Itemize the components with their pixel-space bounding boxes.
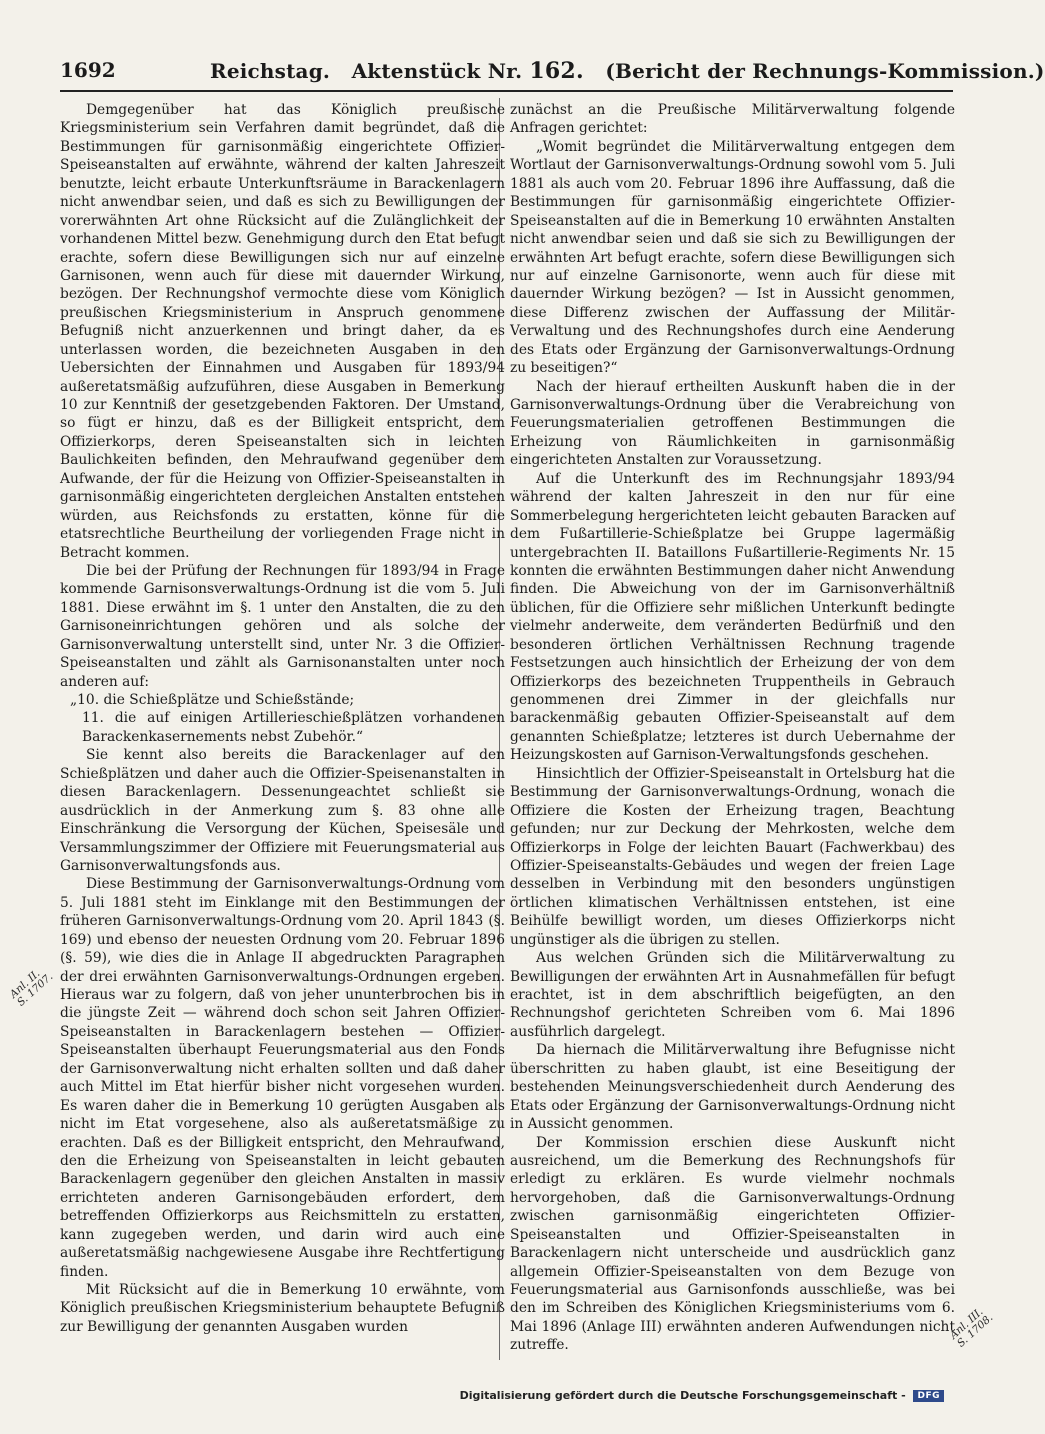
paragraph: Auf die Unterkunft des im Rechnungsjahr 1893/94 während der kalten Jahreszeit in den nur für eine Sommerbelegung hergerichteten leicht gebauten Baracken auf dem Fußartillerie-Schießplatze bei Gruppe lagermäßig untergebrachten II. Bataillons Fußartillerie-Regiments Nr. 15 konnten die erwähnten Bestimmungen daher nicht Anwendung finden. Die Abweichung von der im Garnisonverhältniß üblichen, für die Offiziere sehr mißlichen Unterkunft bedingte vielmehr anderweite, dem veränderten Bedürfniß und den besonderen örtlichen Verhältnissen Rechnung tragende Festsetzungen auch hinsichtlich der Erheizung der von dem Offizierkorps des bezeichneten Truppentheils in Gebrauch genommenen drei Zimmer in der gleichfalls nur barackenmäßig gebauten Offizier-Speiseanstalt auf dem genannten Schießplatze; letzteres ist durch Uebernahme der Heizungskosten auf Garnison-Verwaltungsfonds geschehen. (510, 470, 955, 764)
paragraph: Mit Rücksicht auf die in Bemerkung 10 erwähnte, vom Königlich preußischen Kriegsministerium behauptete Befugniß zur Bewilligung der genannten Ausgaben wurden (60, 1282, 505, 1335)
paragraph: Hinsichtlich der Offizier-Speiseanstalt in Ortelsburg hat die Bestimmung der Garnisonverwaltungs-Ordnung, wonach die Offiziere die Kosten der Erheizung tragen, Beachtung gefunden; nur zur Deckung der Mehrkosten, welche dem Offizierkorps in Folge der leichten Bauart (Fachwerkbau) des Offizier-Speiseanstalts-Gebäudes und wegen der freien Lage desselben in Verbindung mit den besonders ungünstigen örtlichen klimatischen Verhältnissen entstehen, ist eine Beihülfe bewilligt worden, um dieses Offizierkorps nicht ungünstiger als die übrigen zu stellen. (510, 765, 955, 948)
paragraph: Demgegenüber hat das Königlich preußische Kriegsministerium sein Verfahren damit begründet, daß die Bestimmungen für garnisonmäßig eingerichtete Offizier-Speiseanstalten auf erwähnte, während der kalten Jahreszeit benutzte, leicht erbaute Unterkunftsräume in Barackenlagern nicht anwendbar seien, und daß es sich zu Bewilligungen der vorerwähnten Art ohne Rücksicht auf die Zulänglichkeit der vorhandenen Mittel bezw. Genehmigung durch den Etat befugt erachte, sofern diese Bewilligungen sich nur auf einzelne Garnisonen, wenn auch für diese mit dauernder Wirkung, bezögen. Der Rechnungshof vermochte diese vom Königlich preußischen Kriegsministerium in Anspruch genommene Befugniß nicht anzuerkennen und bringt daher, da es unterlassen worden, die bezeichneten Ausgaben in den Uebersichten der Einnahmen und Ausgaben für 1893/94 außeretatsmäßig aufzuführen, diese Ausgaben in Bemerkung 10 zur Kenntniß der gesetzgebenden Faktoren. Der Umstand, so fügt er hinzu, daß es der Billigkeit entspricht, dem Offizierkorps, deren Speiseanstalten sich in leichten Baulichkeiten befinden, den Mehraufwand gegenüber dem Aufwande, der für die Heizung von Offizier-Speiseanstalten in garnisonmäßig eingerichteten dergleichen Anstalten entstehen würden, aus Reichsfonds zu erstatten, könne für die etatsrechtliche Beurtheilung der vorliegenden Frage nicht in Betracht kommen. (60, 102, 505, 561)
page-number: 1692 (60, 58, 116, 82)
paragraph: Die bei der Prüfung der Rechnungen für 1893/94 in Frage kommende Garnisonsverwaltungs-Ordnung ist die vom 5. Juli 1881. Diese erwähnt im §. 1 unter den Anstalten, die zu den Garnisoneinrichtungen gehören und als solche der Garnisonverwaltung unterstellt sind, unter Nr. 3 die Offizier-Speiseanstalten und zählt als Garnisonanstalten unter noch anderen auf: (60, 562, 505, 690)
paragraph: Der Kommission erschien diese Auskunft nicht ausreichend, um die Bemerkung des Rechnungshofs für erledigt zu erklären. Es wurde vielmehr nochmals hervorgehoben, daß die Garnisonverwaltungs-Ordnung zwischen garnisonmäßig eingerichteten Offizier-Speiseanstalten und Offizier-Speiseanstalten in Barackenlagern nicht unterscheide und ausdrücklich ganz allgemein Offizier-Speiseanstalten von dem Bezuge von Feuerungsmaterial aus Garnisonfonds ausschließe, was bei den im Schreiben des Königlichen Kriegsministeriums vom 6. Mai 1896 (Anlage III) erwähnten anderen Aufwendungen nicht zutreffe. (510, 1134, 955, 1354)
paragraph: Nach der hierauf ertheilten Auskunft haben die in der Garnisonverwaltungs-Ordnung über die Verabreichung von Feuerungsmaterialien getroffenen Bestimmungen die Erheizung von Räumlichkeiten in garnisonmäßig eingerichteten Anstalten zur Voraussetzung. (510, 378, 955, 469)
page-header (60, 54, 1045, 92)
left-column (60, 101, 505, 1336)
paragraph: Sie kennt also bereits die Barackenlager auf den Schießplätzen und daher auch die Offizier-Speisenanstalten in diesen Barackenlagern. Dessenungeachtet schließt sie ausdrücklich in der Anmerkung zum §. 83 ohne alle Einschränkung die Versorgung der Küchen, Speisesäle und Versammlungszimmer der Offiziere mit Feuerungsmaterial aus Garnisonverwaltungsfonds aus. (60, 747, 505, 874)
margin-note-right: Anl. III. S. 1708. (947, 1305, 996, 1350)
paragraph: Diese Bestimmung der Garnisonverwaltungs-Ordnung vom 5. Juli 1881 steht im Einklange mit den Bestimmungen der früheren Garnisonverwaltungs-Ordnung vom 20. April 1843 (§. 169) und ebenso der neuesten Ordnung vom 20. Februar 1896 (§. 59), wie dies die in Anlage II abgedruckten Paragraphen der drei erwähnten Garnisonverwaltungs-Ordnungen ergeben. Hieraus war zu folgern, daß von jeher ununterbrochen bis in die jüngste Zeit — während doch schon seit Jahren Offizier-Speiseanstalten in Barackenlagern bestehen — Offizier-Speiseanstalten überhaupt Feuerungsmaterial aus den Fonds der Garnisonverwaltung nicht erhalten sollten und daß daher auch Mittel im Etat hierfür bisher nicht vorgesehen wurden. Es waren daher die in Bemerkung 10 gerügten Ausgaben als nicht im Etat vorgesehene, also als außeretatsmäßige zu erachten. Daß es der Billigkeit entspricht, den Mehraufwand, den die Erheizung von Speiseanstalten in leicht gebauten Barackenlagern gegenüber den gleichen Anstalten in massiv errichteten anderen Garnisongebäuden erfordert, dem betreffenden Offizierkorps aus Reichsmitteln zu erstatten, kann zugegeben werden, und darin wird auch eine außeretatsmäßig nachgewiesene Ausgabe ihre Rechtfertigung finden. (60, 876, 505, 1280)
margin-note-left: Anl. II. S. 1707. (7, 967, 56, 1009)
header-document: Aktenstück Nr. (351, 59, 523, 83)
paragraph: Da hiernach die Militärverwaltung ihre Befugnisse nicht überschritten zu haben glaubt, ist eine Beseitigung der bestehenden Meinungsverschiedenheit durch Aenderung des Etats oder Ergänzung der Garnisonverwaltungs-Ordnung nicht in Aussicht genommen. (510, 1042, 955, 1133)
paragraph: zunächst an die Preußische Militärverwaltung folgende Anfragen gerichtet: (510, 102, 955, 137)
quotation: „Womit begründet die Militärverwaltung entgegen dem Wortlaut der Garnisonverwaltungs-Ordnung sowohl vom 5. Juli 1881 als auch vom 20. Februar 1896 ihre Auffassung, daß die Bestimmungen für garnisonmäßig eingerichtete Offizier-Speiseanstalten auf die in Bemerkung 10 erwähnten Anstalten nicht anwendbar seien und daß sie sich zu Bewilligungen der erwähnten Art befugt erachte, sofern diese Bewilligungen sich nur auf einzelne Garnisonorte, wenn auch für diese mit dauernder Wirkung bezögen? — Ist in Aussicht genommen, diese Differenz zwischen der Auffassung der Militär-Verwaltung und des Rechnungshofes durch eine Aenderung des Etats oder Ergänzung der Garnisonverwaltungs-Ordnung zu beseitigen?“ (510, 138, 955, 377)
footer-text: Digitalisierung gefördert durch die Deutsche Forschungsgemeinschaft - (459, 1389, 906, 1402)
running-head (210, 58, 1045, 84)
paragraph: Aus welchen Gründen sich die Militärverwaltung zu Bewilligungen der erwähnten Art in Ausnahmefällen für befugt erachtet, ist in dem abschriftlich beigefügten, an den Rechnungshof gerichteten Schreiben vom 6. Mai 1896 ausführlich dargelegt. (510, 950, 955, 1040)
header-subtitle: (Bericht der Rechnungs-Kommission.) (605, 59, 1045, 83)
digitization-credit (460, 1389, 944, 1402)
list-item: 11. die auf einigen Artillerieschießplätzen vorhandenen Barackenkasernements nebst Zubehör.“ (82, 710, 505, 745)
list-item: „10. die Schießplätze und Schießstände; (70, 692, 355, 708)
dfg-logo: DFG (913, 1390, 944, 1402)
header-title: Reichstag. (210, 59, 331, 83)
right-column (510, 101, 955, 1355)
header-document-number: 162. (529, 58, 584, 84)
